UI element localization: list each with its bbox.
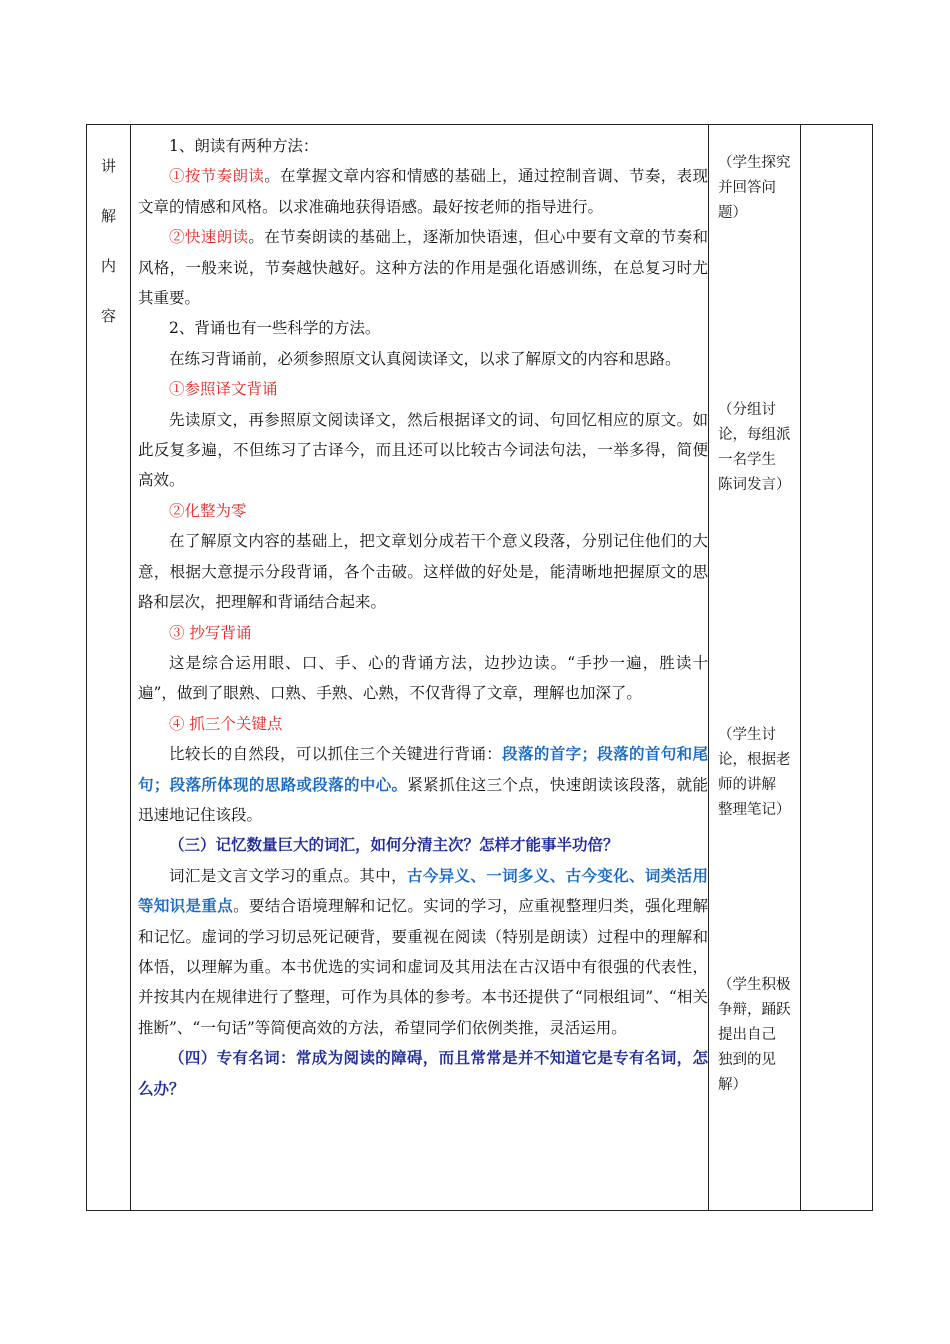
paragraph-text: 先读原文，再参照原文阅读译文，然后根据译文的词、句回忆相应的原文。如此反复多遍，不但练习了古译今，而且还可以比较古今词法句法，一举多得，简便高效。 xyxy=(138,410,708,490)
content-paragraph xyxy=(138,709,708,739)
content-paragraph xyxy=(138,131,708,161)
highlighted-text: ①按节奏朗读 xyxy=(169,167,265,186)
highlighted-text: 古今异义、一词多义、古今变化、词类活用等知识是重点 xyxy=(138,865,708,916)
lesson-content xyxy=(138,131,708,1104)
note-line: 陈词发言） xyxy=(718,477,791,493)
column-divider xyxy=(800,125,801,1210)
section-label-char: 解 xyxy=(100,207,116,225)
note-line: 独到的见 xyxy=(718,1052,776,1068)
content-paragraph xyxy=(138,648,708,709)
highlighted-text: ②化整为零 xyxy=(169,501,247,520)
content-paragraph xyxy=(138,222,708,313)
note-line: 提出自己 xyxy=(718,1027,776,1043)
highlighted-text: ②快速朗读 xyxy=(169,228,249,247)
note-line: （学生探究 xyxy=(718,155,791,171)
paragraph-text: 2、背诵也有一些科学的方法。 xyxy=(169,319,381,338)
content-paragraph xyxy=(138,161,708,222)
content-paragraph xyxy=(138,526,708,617)
note-line: 解） xyxy=(718,1077,747,1093)
content-paragraph xyxy=(138,861,708,1043)
content-paragraph xyxy=(138,618,708,648)
content-paragraph xyxy=(138,313,708,343)
content-paragraph xyxy=(138,1043,708,1104)
content-paragraph xyxy=(138,496,708,526)
paragraph-text: 紧紧抓住这三个点，快速朗读该段落，就能迅速地记住该段。 xyxy=(138,775,708,824)
note-line: 论，根据老 xyxy=(718,752,791,768)
paragraph-text: 在了解原文内容的基础上，把文章划分成若干个意义段落，分别记住他们的大意，根据大意提示分段背诵，各个击破。这样做的好处是，能清晰地把握原文的思路和层次，把理解和背诵结合起来。 xyxy=(138,532,708,612)
section-label-char: 内 xyxy=(100,257,116,275)
note-line: （学生讨 xyxy=(718,727,776,743)
note-line: 争辩，踊跃 xyxy=(718,1002,791,1018)
content-paragraph xyxy=(138,374,708,404)
highlighted-text: ③ 抄写背诵 xyxy=(169,623,252,642)
teaching-note xyxy=(718,723,796,823)
paragraph-text: 词汇是文言文学习的重点。其中， xyxy=(169,866,407,885)
teaching-note xyxy=(718,398,796,498)
column-divider xyxy=(708,125,709,1210)
lesson-table xyxy=(86,124,873,1211)
teaching-note xyxy=(718,151,796,226)
paragraph-text: 比较长的自然段，可以抓住三个关键进行背诵： xyxy=(169,745,503,764)
note-line: 论，每组派 xyxy=(718,427,791,443)
column-divider xyxy=(130,125,131,1210)
section-label-char: 容 xyxy=(100,307,116,325)
note-line: 并回答问 xyxy=(718,180,776,196)
paragraph-text: 。在掌握文章内容和情感的基础上，通过控制音调、节奏，表现文章的情感和风格。以求准确地获得语感。最好按老师的指导进行。 xyxy=(138,167,708,216)
note-line: 一名学生 xyxy=(718,452,776,468)
note-line: （分组讨 xyxy=(718,402,776,418)
note-line: 师的讲解 xyxy=(718,777,776,793)
section-label-column xyxy=(87,125,130,1210)
paragraph-text: 这是综合运用眼、口、手、心的背诵方法，边抄边读。“手抄一遍，胜读十遍”，做到了眼熟、口熟、手熟、心熟，不仅背得了文章，理解也加深了。 xyxy=(138,653,708,703)
note-line: 题） xyxy=(718,205,747,221)
highlighted-text: ④ 抓三个关键点 xyxy=(169,714,283,733)
highlighted-text: （三）记忆数量巨大的词汇，如何分清主次？怎样才能事半功倍？ xyxy=(169,835,619,855)
highlighted-text: ①参照译文背诵 xyxy=(169,380,278,399)
highlighted-text: 段落的首字；段落的首句和尾句；段落所体现的思路或段落的中心。 xyxy=(138,744,708,794)
content-paragraph xyxy=(138,344,708,374)
note-line: （学生积极 xyxy=(718,977,791,993)
paragraph-text: 在练习背诵前，必须参照原文认真阅读译文，以求了解原文的内容和思路。 xyxy=(169,349,681,368)
highlighted-text: （四）专有名词：常成为阅读的障碍，而且常常是并不知道它是专有名词，怎么办？ xyxy=(138,1048,708,1098)
content-paragraph xyxy=(138,739,708,830)
content-paragraph xyxy=(138,830,708,860)
section-label-char: 讲 xyxy=(100,157,116,175)
paragraph-text: 。在节奏朗读的基础上，逐渐加快语速，但心中要有文章的节奏和风格，一般来说，节奏越快越好。这种方法的作用是强化语感训练，在总复习时尤其重要。 xyxy=(138,228,708,308)
teaching-note xyxy=(718,973,796,1098)
note-line: 整理笔记） xyxy=(718,802,791,818)
content-paragraph xyxy=(138,405,708,496)
paragraph-text: 1、朗读有两种方法： xyxy=(169,137,319,155)
paragraph-text: 。要结合语境理解和记忆。实词的学习，应重视整理归类，强化理解和记忆。虚词的学习切忌死记硬背，要重视在阅读（特别是朗读）过程中的理解和体悟，以理解为重。本书优选的实词和虚词及其用法在古汉语中有很强的代表性，并按其内在规律进行了整理，可作为具体的参考。本书还提供了“同根组词”、“相关推断”、“一句话”等简便高效的方法，希望同学们依例类推，灵活运用。 xyxy=(138,897,708,1037)
